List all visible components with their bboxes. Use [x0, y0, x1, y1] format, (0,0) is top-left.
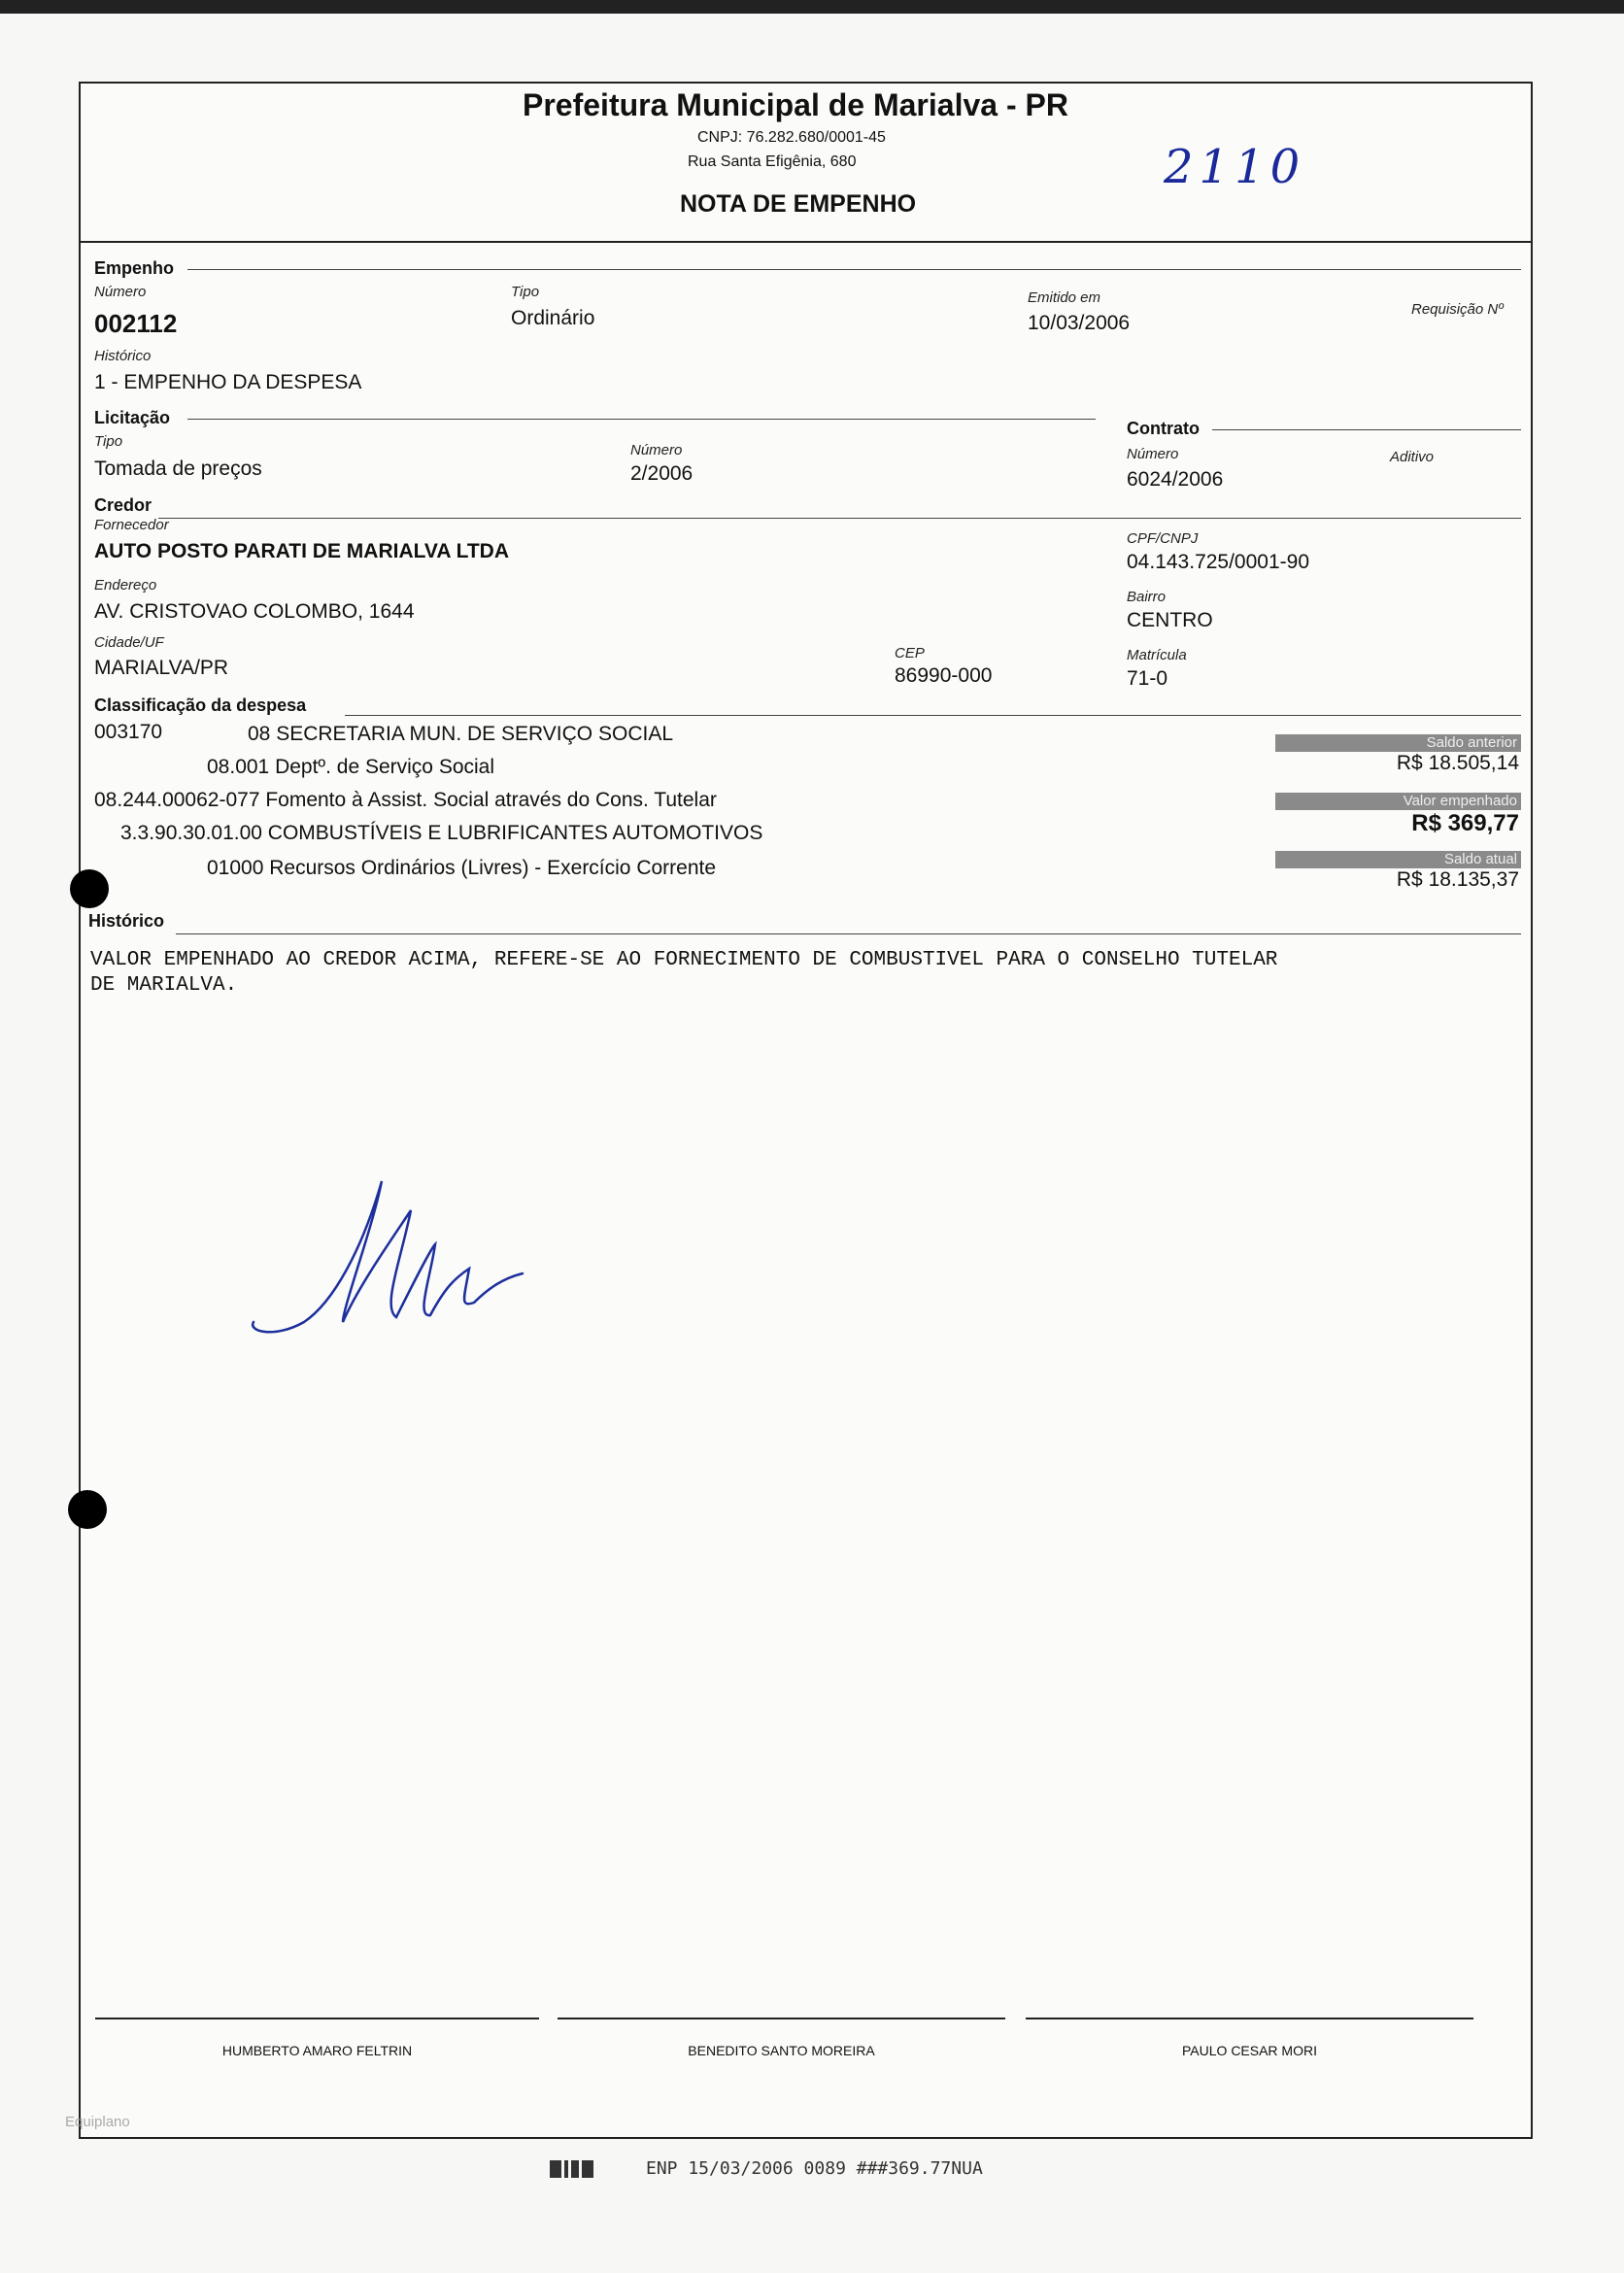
- section-contrato: Contrato: [1127, 419, 1200, 438]
- historico-line-1: VALOR EMPENHADO AO CREDOR ACIMA, REFERE-SE AO FORNECIMENTO DE COMBUSTIVEL PARA O CONSELHO TUTELAR: [90, 949, 1278, 971]
- contrato-rule: [1212, 429, 1521, 430]
- page-title: Prefeitura Municipal de Marialva - PR: [523, 87, 1068, 122]
- empenho-historico-label: Histórico: [94, 348, 152, 364]
- software-watermark: Equiplano: [65, 2114, 130, 2130]
- signatory-1: HUMBERTO AMARO FELTRIN: [221, 2043, 413, 2058]
- licitacao-tipo-label: Tipo: [94, 433, 123, 450]
- emitido-label: Emitido em: [1028, 289, 1101, 306]
- print-stamp: ENP 15/03/2006 0089 ###369.77NUA: [646, 2158, 983, 2179]
- saldo-anterior-value: R$ 18.505,14: [1396, 752, 1519, 774]
- cep-value: 86990-000: [895, 664, 993, 687]
- handwritten-signature: [246, 1171, 537, 1366]
- nota-de-empenho-document: [65, 82, 1533, 2139]
- classificacao-line-5: 01000 Recursos Ordinários (Livres) - Exercício Corrente: [207, 857, 717, 879]
- bairro-value: CENTRO: [1127, 609, 1213, 631]
- matricula-label: Matrícula: [1127, 647, 1187, 663]
- bairro-label: Bairro: [1127, 589, 1167, 605]
- contrato-numero: 6024/2006: [1127, 468, 1224, 491]
- historico-line-2: DE MARIALVA.: [90, 974, 238, 997]
- cnpj-text: CNPJ: 76.282.680/0001-45: [697, 129, 886, 146]
- header-divider: [81, 241, 1533, 243]
- licitacao-tipo: Tomada de preços: [94, 458, 262, 480]
- handwritten-number: 2110: [1164, 140, 1306, 194]
- empenho-historico: 1 - EMPENHO DA DESPESA: [94, 371, 362, 393]
- punch-hole-top: [70, 869, 109, 908]
- valor-empenhado-value: R$ 369,77: [1411, 810, 1519, 836]
- signatory-3: PAULO CESAR MORI: [1182, 2043, 1317, 2058]
- endereco-label: Endereço: [94, 577, 157, 594]
- address-text: Rua Santa Efigênia, 680: [688, 153, 857, 170]
- valor-empenhado-label: Valor empenhado: [1275, 793, 1521, 810]
- section-empenho: Empenho: [94, 258, 175, 278]
- signatory-2: BENEDITO SANTO MOREIRA: [688, 2043, 875, 2058]
- classificacao-rule: [345, 715, 1521, 716]
- aditivo-label: Aditivo: [1390, 449, 1435, 465]
- cep-label: CEP: [895, 645, 925, 662]
- requisicao-label: Requisição Nº: [1411, 301, 1504, 318]
- classificacao-code: 003170: [94, 721, 163, 743]
- classificacao-line-2: 08.001 Deptº. de Serviço Social: [207, 756, 495, 778]
- historico-rule: [176, 933, 1521, 934]
- empenho-numero: 002112: [94, 309, 178, 338]
- cpf-label: CPF/CNPJ: [1127, 530, 1199, 547]
- cidade-value: MARIALVA/PR: [94, 657, 229, 679]
- contrato-numero-label: Número: [1127, 446, 1179, 462]
- saldo-atual-value: R$ 18.135,37: [1396, 868, 1519, 891]
- signature-line-1: [95, 2018, 539, 2019]
- punch-hole-bottom: [68, 1490, 107, 1529]
- licitacao-numero-label: Número: [630, 442, 683, 458]
- classificacao-line-1: 08 SECRETARIA MUN. DE SERVIÇO SOCIAL: [248, 723, 674, 745]
- signature-line-3: [1026, 2018, 1473, 2019]
- fornecedor-label: Fornecedor: [94, 517, 169, 533]
- section-licitacao: Licitação: [94, 408, 171, 427]
- classificacao-line-3: 08.244.00062-077 Fomento à Assist. Social através do Cons. Tutelar: [94, 789, 717, 811]
- saldo-atual-label: Saldo atual: [1275, 851, 1521, 868]
- scan-top-edge: [0, 0, 1624, 14]
- barcode-mark: [550, 2158, 594, 2185]
- cpf-value: 04.143.725/0001-90: [1127, 551, 1310, 573]
- section-credor: Credor: [94, 495, 152, 515]
- classificacao-line-4: 3.3.90.30.01.00 COMBUSTÍVEIS E LUBRIFICANTES AUTOMOTIVOS: [120, 822, 763, 844]
- licitacao-numero: 2/2006: [630, 462, 694, 485]
- cidade-label: Cidade/UF: [94, 634, 164, 651]
- empenho-rule: [187, 269, 1521, 270]
- saldo-anterior-label: Saldo anterior: [1275, 734, 1521, 752]
- signature-line-2: [558, 2018, 1005, 2019]
- document-title: NOTA DE EMPENHO: [680, 190, 917, 218]
- credor-rule: [158, 518, 1521, 519]
- section-classificacao: Classificação da despesa: [94, 695, 307, 715]
- endereco-value: AV. CRISTOVAO COLOMBO, 1644: [94, 600, 415, 623]
- empenho-numero-label: Número: [94, 284, 147, 300]
- empenho-tipo: Ordinário: [511, 307, 595, 329]
- emitido-value: 10/03/2006: [1028, 312, 1131, 334]
- section-historico: Histórico: [88, 911, 165, 931]
- matricula-value: 71-0: [1127, 667, 1168, 690]
- licitacao-rule: [187, 419, 1096, 420]
- fornecedor-value: AUTO POSTO PARATI DE MARIALVA LTDA: [94, 540, 509, 562]
- empenho-tipo-label: Tipo: [511, 284, 540, 300]
